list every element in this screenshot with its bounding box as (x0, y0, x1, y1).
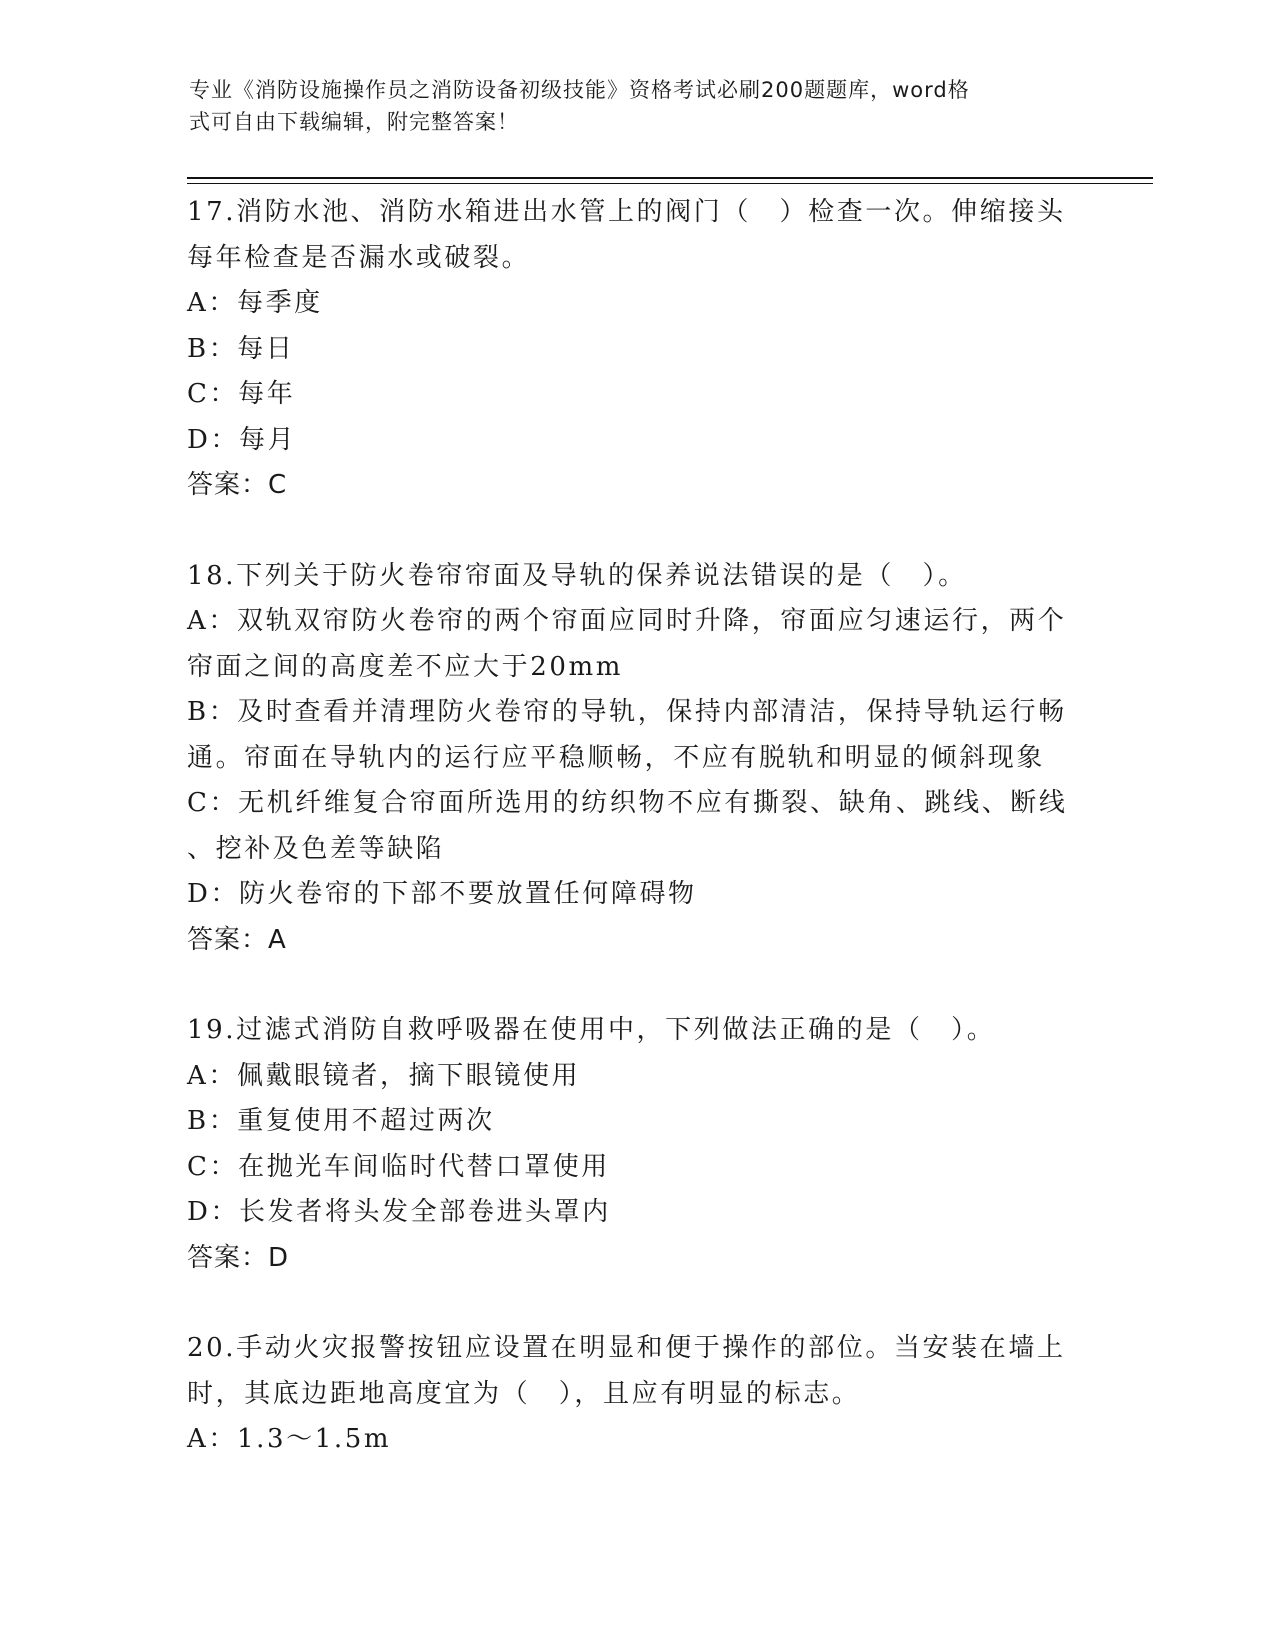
document-header (189, 74, 1069, 138)
question-17 (187, 190, 1087, 509)
answer: 答案：A (187, 924, 287, 955)
option-a: A：佩戴眼镜者，摘下眼镜使用 (187, 1060, 581, 1091)
question-18 (187, 554, 1087, 964)
option-a: A：每季度 (187, 288, 323, 318)
option-b-cont: 通。帘面在导轨内的运行应平稳顺畅，不应有脱轨和明显的倾斜现象 (187, 742, 1046, 773)
option-a: A：1.3～1.5m (187, 1424, 392, 1454)
option-a: A：双轨双帘防火卷帘的两个帘面应同时升降，帘面应匀速运行，两个 (187, 606, 1067, 636)
option-c: C：每年 (187, 379, 296, 409)
option-c: C：无机纤维复合帘面所选用的纺织物不应有撕裂、缺角、跳线、断线 (187, 788, 1068, 818)
answer: 答案：C (187, 470, 288, 500)
option-c: C：在抛光车间临时代替口罩使用 (187, 1151, 610, 1182)
option-b: B：每日 (187, 333, 295, 364)
header-divider-thin (187, 183, 1153, 184)
option-a-cont: 帘面之间的高度差不应大于20mm (187, 651, 623, 682)
spacer (187, 509, 1087, 554)
question-19 (187, 1008, 1087, 1281)
question-stem: 每年检查是否漏水或破裂。 (187, 242, 531, 273)
option-d: D：防火卷帘的下部不要放置任何障碍物 (187, 879, 697, 909)
header-line: 式可自由下载编辑，附完整答案！ (189, 110, 519, 134)
option-b: B：重复使用不超过两次 (187, 1106, 495, 1136)
question-stem: 17.消防水池、消防水箱进出水管上的阀门（ ）检查一次。伸缩接头 (187, 197, 1066, 227)
question-list (187, 190, 1087, 1463)
spacer (187, 1281, 1087, 1326)
question-stem: 19.过滤式消防自救呼吸器在使用中，下列做法正确的是（ ）。 (187, 1015, 996, 1045)
spacer (187, 963, 1087, 1008)
question-stem: 20.手动火灾报警按钮应设置在明显和便于操作的部位。当安装在墙上 (187, 1333, 1066, 1363)
header-line: 专业《消防设施操作员之消防设备初级技能》资格考试必刷200题题库，word格 (189, 78, 970, 102)
question-stem: 时，其底边距地高度宜为（ ），且应有明显的标志。 (187, 1378, 861, 1409)
question-20 (187, 1326, 1087, 1463)
option-d: D：每月 (187, 424, 297, 455)
question-stem: 18.下列关于防火卷帘帘面及导轨的保养说法错误的是（ ）。 (187, 560, 967, 591)
option-d: D：长发者将头发全部卷进头罩内 (187, 1197, 611, 1227)
answer: 答案：D (187, 1242, 290, 1273)
option-b: B：及时查看并清理防火卷帘的导轨，保持内部清洁，保持导轨运行畅 (187, 697, 1067, 727)
header-divider (187, 177, 1153, 179)
option-c-cont: 、挖补及色差等缺陷 (187, 833, 445, 864)
